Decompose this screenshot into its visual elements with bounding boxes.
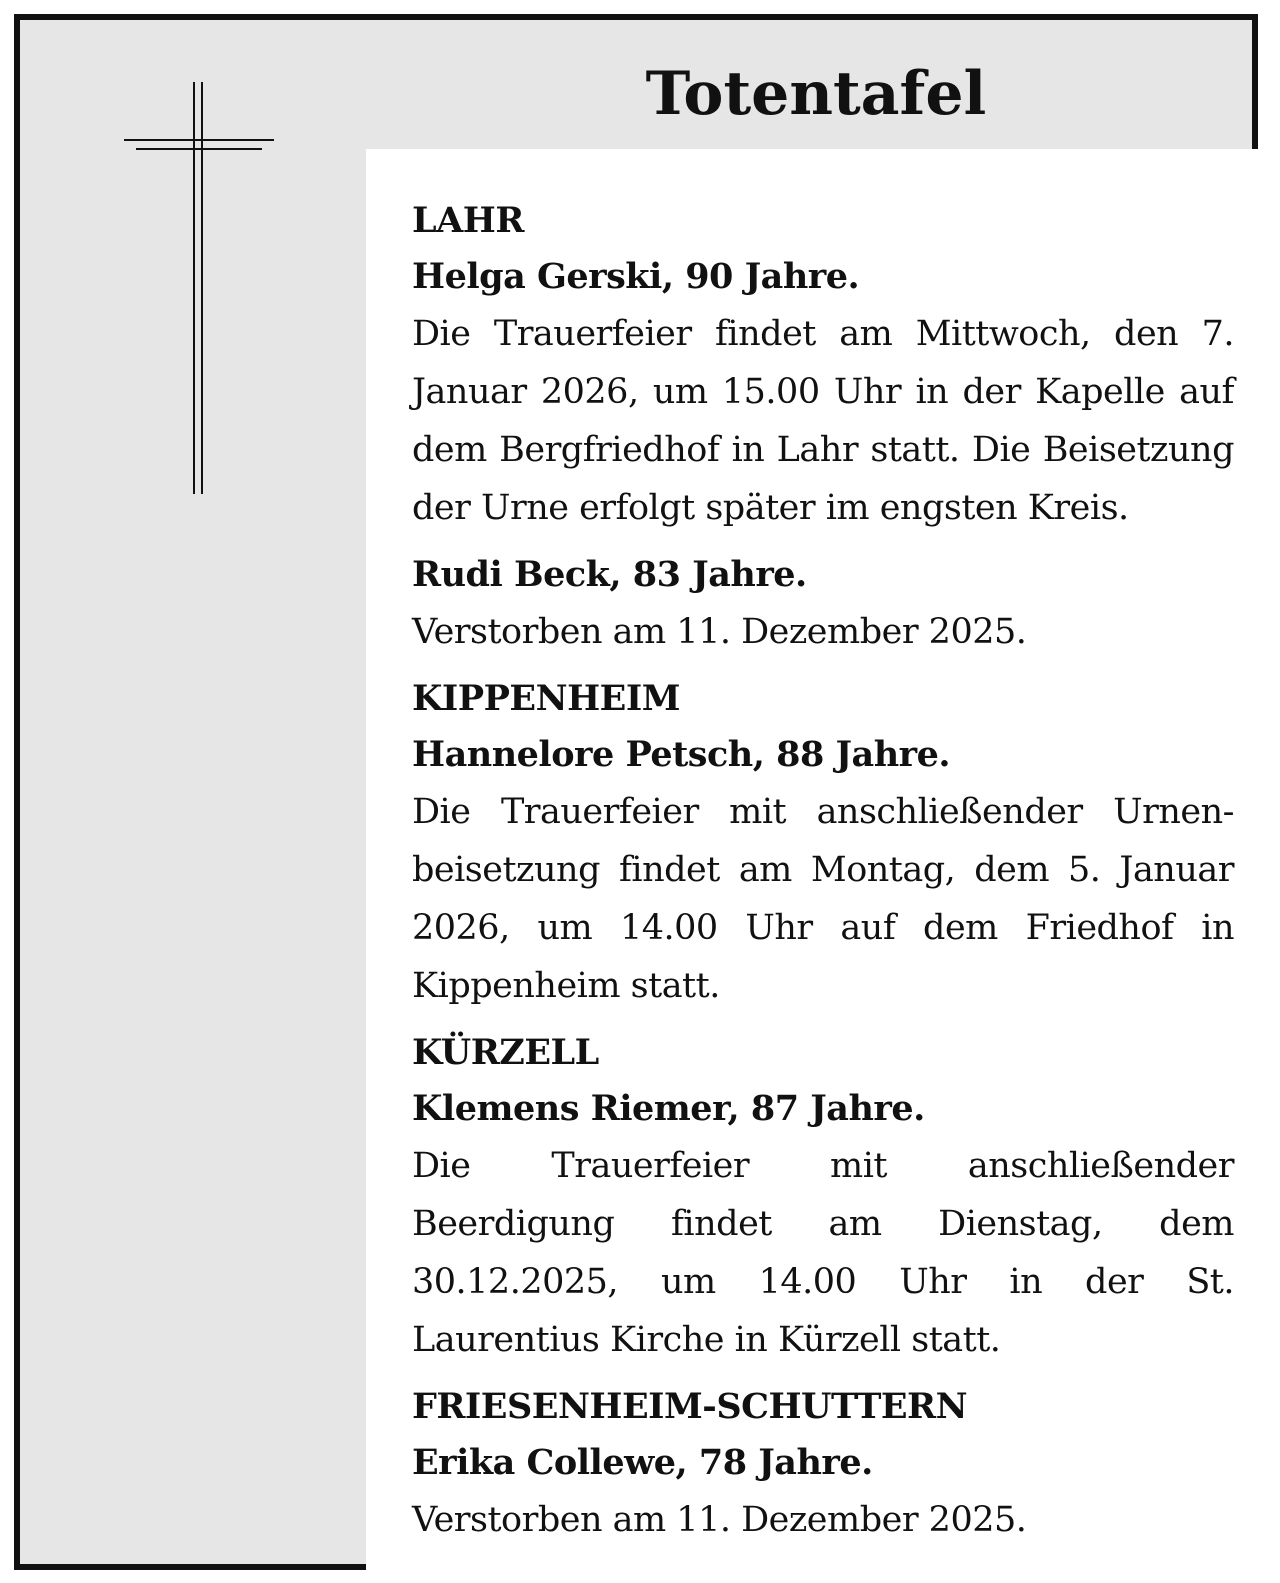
page-title: Totentafel [645,59,987,129]
deceased-name: Helga Gerski, 90 Jahre. [412,256,860,297]
place-heading: LAHR [412,200,524,241]
deceased-name: Klemens Riemer, 87 Jahre. [412,1088,925,1129]
deceased-name: Hannelore Petsch, 88 Jahre. [412,734,951,775]
funeral-notice: Die Trauerfeier findet am Mittwoch, den 7. Januar 2026, um 15.00 Uhr in der Kapelle auf dem Bergfriedhof in Lahr statt. Die Beisetzung der Urne erfolgt später im engsten Kreis. [412,314,1234,528]
funeral-notice: Die Trauerfeier mit anschließender Beerdigung findet am Dienstag, dem 30.12.2025, um 14.00 Uhr in der St. Laurentius Kirche in Kürzell statt. [412,1146,1234,1360]
obituary-list [366,149,1258,1570]
obituary-frame [14,14,1258,1570]
place-heading: KIPPENHEIM [412,678,680,719]
funeral-notice: Die Trauerfeier mit anschließender Urnen-beisetzung findet am Montag, dem 5. Januar 2026, um 14.00 Uhr auf dem Friedhof in Kippenheim statt. [412,792,1234,1006]
deceased-name: Erika Collewe, 78 Jahre. [412,1442,873,1483]
cross-icon [116,70,276,500]
place-heading: FRIESENHEIM-SCHUTTERN [412,1386,968,1427]
funeral-notice: Verstorben am 11. Dezember 2025. [412,612,1027,652]
funeral-notice: Verstorben am 11. Dezember 2025. [412,1500,1027,1540]
place-heading: KÜRZELL [412,1032,599,1073]
deceased-name: Rudi Beck, 83 Jahre. [412,554,807,595]
